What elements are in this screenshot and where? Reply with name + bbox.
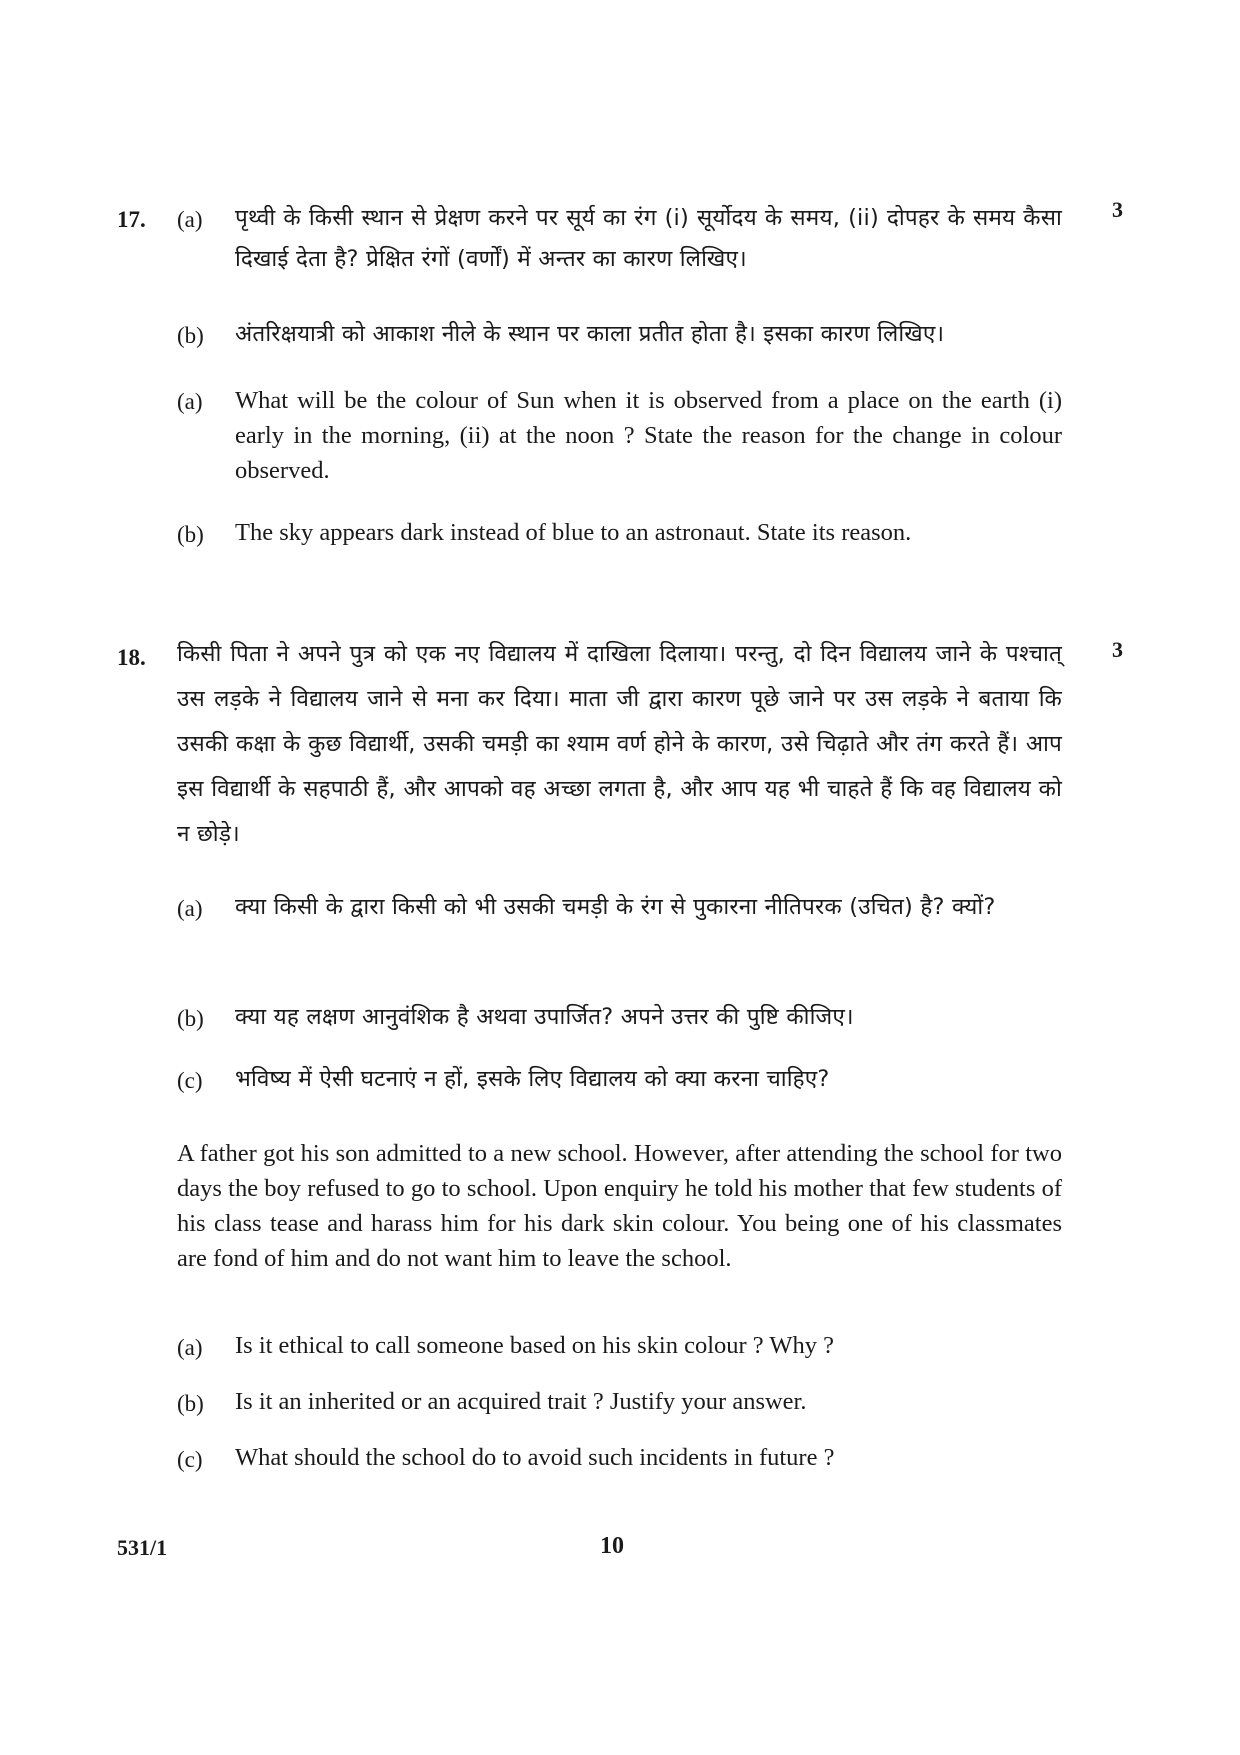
part-label: (b) (177, 1006, 204, 1031)
english-question-text: What should the school do to avoid such incidents in future ? (235, 1444, 835, 1471)
part-label: (b) (177, 1391, 204, 1416)
english-question-text: Is it an inherited or an acquired trait ? Justify your answer. (235, 1388, 807, 1415)
part-label: (b) (177, 323, 204, 348)
hindi-question-text: भविष्य में ऐसी घटनाएं न हों, इसके लिए विद्यालय को क्या करना चाहिए? (235, 1066, 830, 1092)
english-question-text: What will be the colour of Sun when it is observed from a place on the earth (i) early in the morning, (ii) at the noon ? State the reason for the change in colour observed. (235, 387, 1062, 484)
part-label: (c) (177, 1068, 203, 1093)
part-label: (b) (177, 522, 204, 547)
paper-code: 531/1 (117, 1535, 168, 1560)
hindi-question-text: क्या यह लक्षण आनुवंशिक है अथवा उपार्जित? अपने उत्तर की पुष्टि कीजिए। (235, 1004, 854, 1030)
english-question-text: Is it ethical to call someone based on his skin colour ? Why ? (235, 1332, 834, 1359)
page-number: 10 (600, 1533, 624, 1559)
question-number: 17. (117, 207, 146, 232)
part-label: (a) (177, 896, 203, 921)
hindi-question-text: पृथ्वी के किसी स्थान से प्रेक्षण करने पर सूर्य का रंग (i) सूर्योदय के समय, (ii) दोपहर के समय कैसा दिखाई देता है? प्रेक्षित रंगों (वर्णों) में अन्तर का कारण लिखिए। (235, 205, 1062, 272)
question-number: 18. (117, 645, 146, 670)
english-scenario-text: A father got his son admitted to a new school. However, after attending the school for two days the boy refused to go to school. Upon enquiry he told his mother that few students of his class tease and harass him for his dark skin colour. You being one of his classmates are fond of him and do not want him to leave the school. (177, 1140, 1062, 1272)
english-question-text: The sky appears dark instead of blue to an astronaut. State its reason. (235, 519, 912, 546)
part-label: (a) (177, 207, 203, 232)
part-label: (c) (177, 1447, 203, 1472)
hindi-scenario-text: किसी पिता ने अपने पुत्र को एक नए विद्यालय में दाखिला दिलाया। परन्तु, दो दिन विद्यालय जाने के पश्चात् उस लड़के ने विद्यालय जाने से मना कर दिया। माता जी द्वारा कारण पूछे जाने पर उस लड़के ने बताया कि उसकी कक्षा के कुछ विद्यार्थी, उसकी चमड़ी का श्याम वर्ण होने के कारण, उसे चिढ़ाते और तंग करते हैं। आप इस विद्यार्थी के सहपाठी हैं, और आपको वह अच्छा लगता है, और आप यह भी चाहते हैं कि वह विद्यालय को न छोड़े। (177, 641, 1062, 847)
hindi-question-text: क्या किसी के द्वारा किसी को भी उसकी चमड़ी के रंग से पुकारना नीतिपरक (उचित) है? क्यों? (235, 894, 996, 920)
question-marks: 3 (1112, 197, 1123, 222)
question-marks: 3 (1112, 637, 1123, 662)
part-label: (a) (177, 1335, 203, 1360)
hindi-question-text: अंतरिक्षयात्री को आकाश नीले के स्थान पर काला प्रतीत होता है। इसका कारण लिखिए। (235, 321, 945, 347)
part-label: (a) (177, 389, 203, 414)
